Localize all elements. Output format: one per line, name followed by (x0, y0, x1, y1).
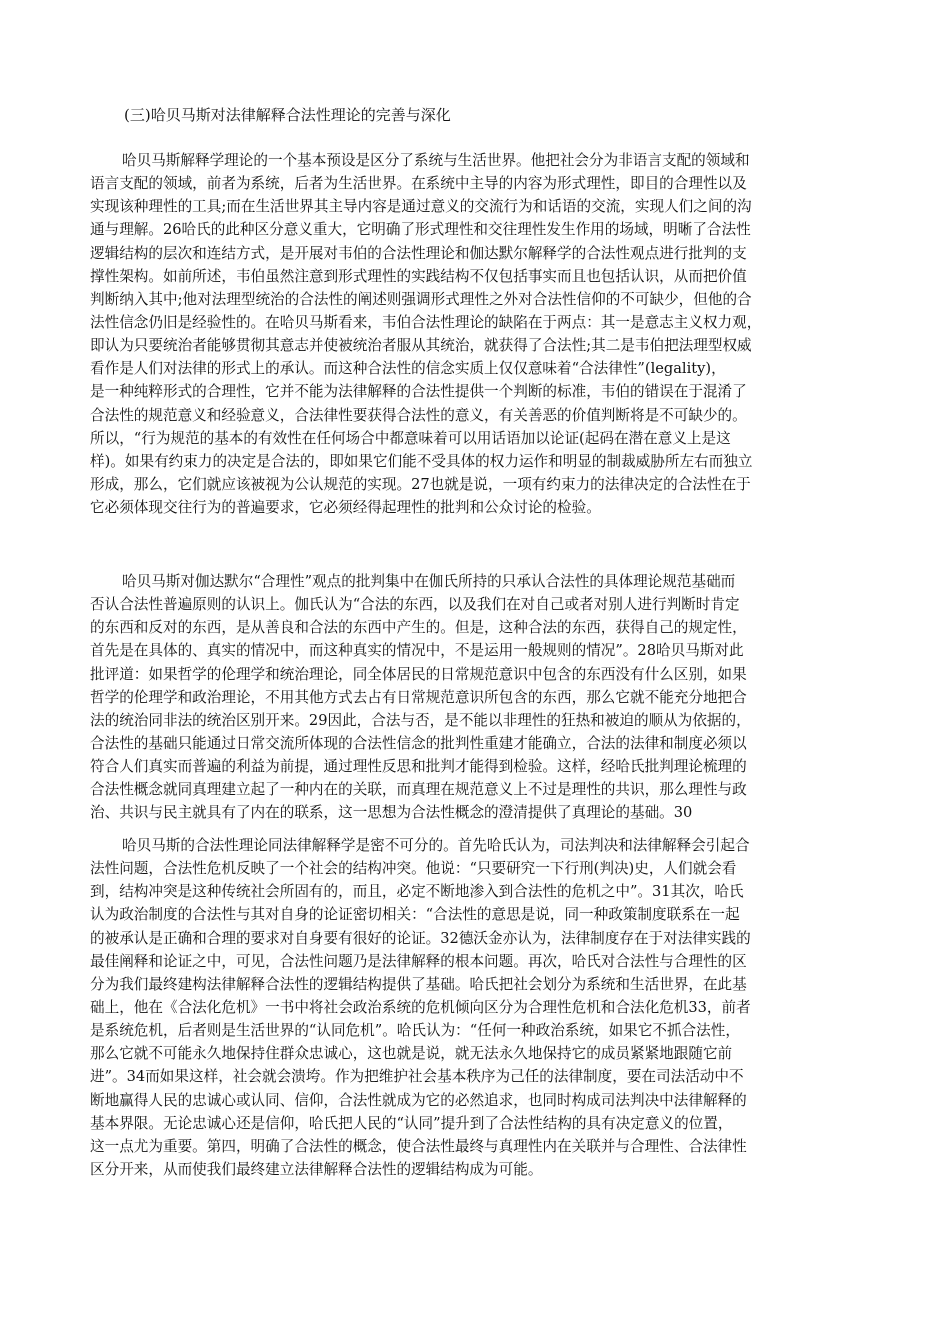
text-line: 分为我们最终建构法律解释合法性的逻辑结构提供了基础。哈氏把社会划分为系统和生活世界，在此基 (90, 975, 747, 993)
text-line: 法的统治同非法的统治区别开来。29因此，合法与否，是不能以非理性的狂热和被迫的顺从为依据的， (90, 711, 751, 729)
text-line: 合法性的规范意义和经验意义，合法律性要获得合法性的意义，有关善恶的价值判断将是不可缺少的。 (90, 406, 747, 424)
text-line: 批评道：如果哲学的伦理学和统治理论，同全体居民的日常规范意识中包含的东西没有什么区别，如果 (90, 665, 747, 683)
text-line: 法性信念仍旧是经验性的。在哈贝马斯看来，韦伯合法性理论的缺陷在于两点：其一是意志主义权力观， (90, 313, 762, 331)
text-line: 那么它就不可能永久地保持住群众忠诚心，这也就是说，就无法永久地保持它的成员紧紧地跟随它前 (90, 1045, 733, 1063)
text-line: 语言支配的领域，前者为系统，后者为生活世界。在系统中主导的内容为形式理性，即目的合理性以及 (90, 175, 747, 193)
text-line: 是系统危机，后者则是生活世界的“认同危机”。哈氏认为：“任何一种政治系统，如果它不抓合法性， (90, 1022, 740, 1040)
paragraph-3 (90, 834, 870, 1181)
text-line: 即认为只要统治者能够贯彻其意志并使被统治者服从其统治，就获得了合法性;其二是韦伯把法理型权威 (90, 337, 752, 355)
text-line: 实现该种理性的工具;而在生活世界其主导内容是通过意义的交流行为和话语的交流，实现人们之间的沟 (90, 198, 752, 216)
text-line: 逻辑结构的层次和连结方式，是开展对韦伯的合法性理论和伽达默尔解释学的合法性观点进行批判的支 (90, 244, 747, 262)
text-line: 判断纳入其中;他对法理型统治的合法性的阐述则强调形式理性之外对合法性信仰的不可缺少，但他的合 (90, 290, 752, 308)
text-line: 认为政治制度的合法性与其对自身的论证密切相关：“合法性的意思是说，同一种政策制度联系在一起 (90, 906, 740, 924)
text-line: 到，结构冲突是这种传统社会所固有的，而且，必定不断地渗入到合法性的危机之中”。31其次，哈氏 (90, 883, 744, 901)
text-line: 是一种纯粹形式的合理性，它并不能为法律解释的合法性提供一个判断的标准，韦伯的错误在于混淆了 (90, 383, 747, 401)
text-line: 进”。34而如果这样，社会就会溃垮。作为把维护社会基本秩序为己任的法律制度，要在司法活动中不 (90, 1068, 744, 1086)
text-line: 哈贝马斯对伽达默尔“合理性”观点的批判集中在伽氏所持的只承认合法性的具体理论规范基础而 (122, 573, 736, 590)
text-line: 的东西和反对的东西，是从善良和合法的东西中产生的。但是，这种合法的东西，获得自己的规定性， (90, 619, 747, 637)
text-line: 通与理解。26哈氏的此种区分意义重大，它明确了形式理性和交往理性发生作用的场域，明晰了合法性 (90, 221, 751, 239)
text-line: 法性问题，合法性危机反映了一个社会的结构冲突。他说：“只要研究一下行刑(判决)史，人们就会看 (90, 860, 737, 878)
text-line: 哈贝马斯解释学理论的一个基本预设是区分了系统与生活世界。他把社会分为非语言支配的领域和 (122, 152, 750, 169)
text-line: 所以，“行为规范的基本的有效性在任何场合中都意味着可以用话语加以论证(起码在潜在意义上是这 (90, 429, 731, 447)
text-line: 合法性的基础只能通过日常交流所体现的合法性信念的批判性重建才能确立，合法的法律和制度必须以 (90, 734, 747, 752)
section-heading: (三)哈贝马斯对法律解释合法性理论的完善与深化 (124, 106, 451, 124)
text-line: 合法性概念就同真理建立起了一种内在的关联，而真理在规范意义上不过是理性的共识，那么理性与政 (90, 781, 747, 799)
paragraph-2 (90, 570, 870, 825)
text-line: 的被承认是正确和合理的要求对自身要有很好的论证。32德沃金亦认为，法律制度存在于对法律实践的 (90, 929, 751, 947)
text-line: 这一点尤为重要。第四，明确了合法性的概念，使合法性最终与真理性内在关联并与合理性、合法律性 (90, 1137, 747, 1155)
text-line: 首先是在具体的、真实的情况中，而这种真实的情况中，不是运用一般规则的情况”。28哈贝马斯对此 (90, 642, 744, 660)
text-line: 否认合法性普遍原则的认识上。伽氏认为“合法的东西，以及我们在对自己或者对别人进行判断时肯定 (90, 596, 740, 614)
text-line: 它必须体现交往行为的普遍要求，它必须经得起理性的批判和公众讨论的检验。 (90, 499, 601, 517)
text-line: 哈贝马斯的合法性理论同法律解释学是密不可分的。首先哈氏认为，司法判决和法律解释会引起合 (122, 837, 750, 854)
text-line: 符合人们真实而普遍的利益为前提，通过理性反思和批判才能得到检验。这样，经哈氏批判理论梳理的 (90, 758, 747, 776)
text-line: 形成，那么，它们就应该被视为公认规范的实现。27也就是说，一项有约束力的法律决定的合法性在于 (90, 475, 751, 493)
text-line: 治、共识与民主就具有了内在的联系，这一思想为合法性概念的澄清提供了真理论的基础。30 (90, 804, 693, 822)
text-line: 础上，他在《合法化危机》一书中将社会政治系统的危机倾向区分为合理性危机和合法化危机33，前者 (90, 998, 751, 1016)
text-line: 断地赢得人民的忠诚心或认同、信仰，合法性就成为它的必然追求，也同时构成司法判决中法律解释的 (90, 1091, 747, 1109)
text-line: 哲学的伦理学和政治理论，不用其他方式去占有日常规范意识所包含的东西，那么它就不能充分地把合 (90, 688, 747, 706)
text-line: 样)。如果有约束力的决定是合法的，即如果它们能不受具体的权力运作和明显的制裁威胁所左右而独立 (90, 452, 753, 470)
text-line: 基本界限。无论忠诚心还是信仰，哈氏把人民的“认同”提升到了合法性结构的具有决定意义的位置， (90, 1114, 733, 1132)
text-line: 看作是人们对法律的形式上的承认。而这种合法性的信念实质上仅仅意味着“合法律性”(legality)， (90, 360, 726, 378)
text-line: 区分开来，从而使我们最终建立法律解释合法性的逻辑结构成为可能。 (90, 1160, 543, 1178)
text-line: 撑性架构。如前所述，韦伯虽然注意到形式理性的实践结构不仅包括事实而且也包括认识，从而把价值 (90, 267, 747, 285)
paragraph-1 (90, 149, 870, 519)
text-line: 最佳阐释和论证之中，可见，合法性问题乃是法律解释的根本问题。再次，哈氏对合法性与合理性的区 (90, 952, 747, 970)
